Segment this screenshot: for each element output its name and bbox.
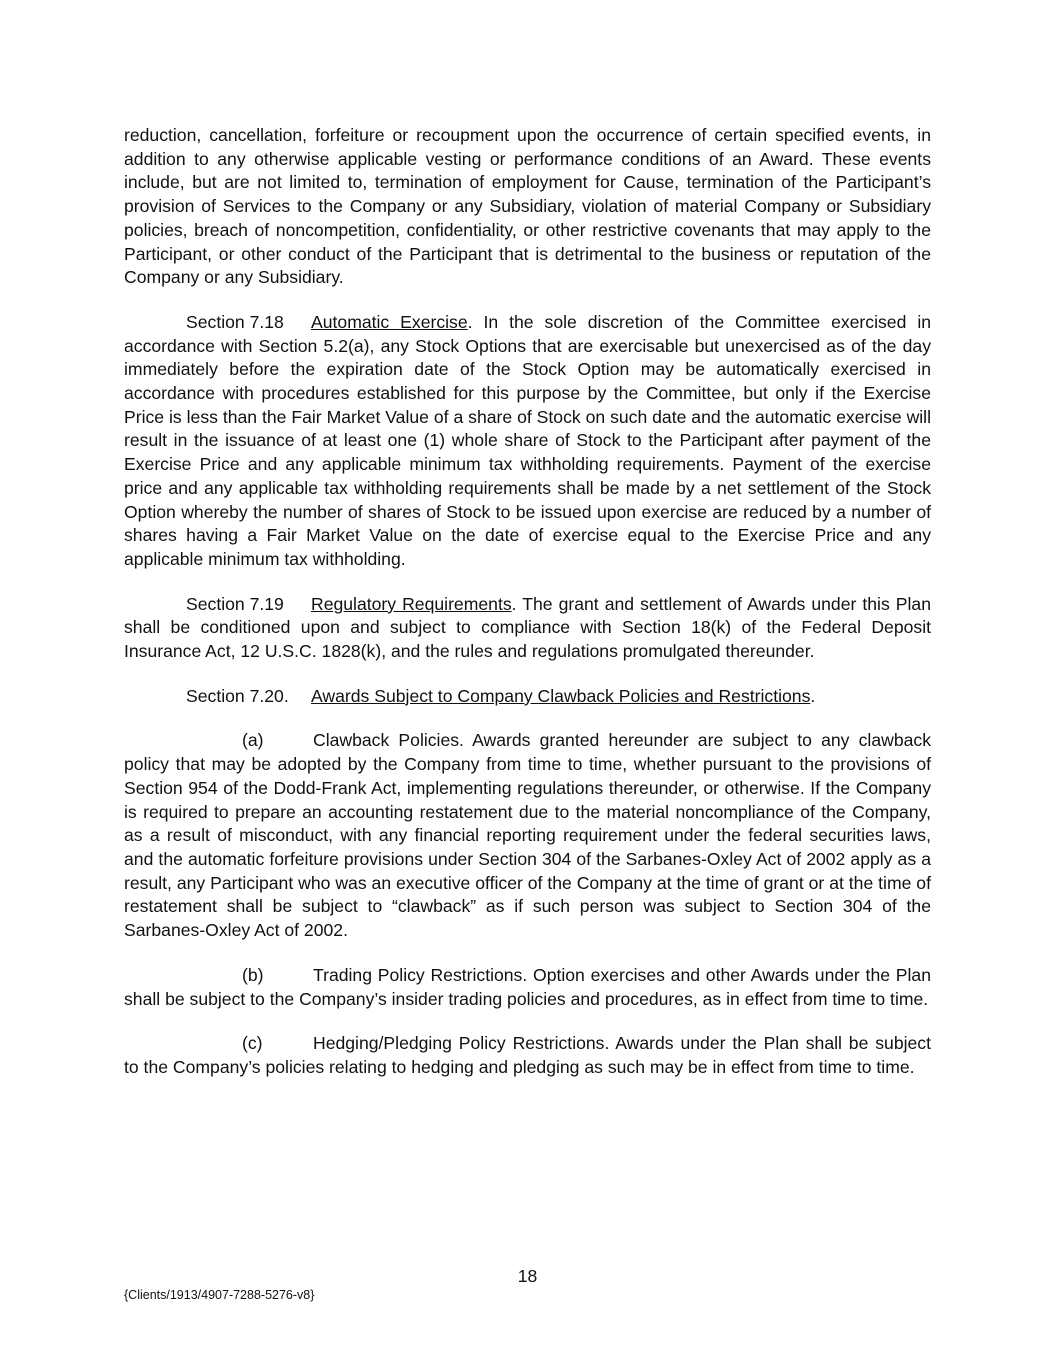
section-7-19-number: Section 7.19	[186, 593, 284, 614]
section-7-19-paragraph	[124, 593, 931, 664]
section-7-19-title: Regulatory Requirements	[311, 593, 512, 614]
section-7-18-title: Automatic Exercise	[311, 311, 468, 332]
section-7-20-heading	[124, 685, 931, 709]
section-7-18-paragraph	[124, 311, 931, 572]
document-id: {Clients/1913/4907-7288-5276-v8}	[124, 1288, 315, 1302]
subsection-b-paragraph	[124, 964, 931, 1011]
subsection-c-body: Hedging/Pledging Policy Restrictions. Awards under the Plan shall be subject to the Company’s policies relating to hedging and pledging as such may be in effect from time to time.	[124, 1033, 931, 1077]
section-7-18-body: . In the sole discretion of the Committee exercised in accordance with Section 5.2(a), any Stock Options that are exercisable but unexercised as of the day immediately before the expiration date of the Stock Option may be automatically exercised in accordance with procedures established for this purpose by the Committee, but only if the Exercise Price is less than the Fair Market Value of a share of Stock on such date and the automatic exercise will result in the issuance of at least one (1) whole share of Stock to the Participant after payment of the Exercise Price and any applicable minimum tax withholding requirements. Payment of the exercise price and any applicable tax withholding requirements shall be made by a net settlement of the Stock Option whereby the number of shares of Stock to be issued upon exercise are reduced by a number of shares having a Fair Market Value on the date of exercise equal to the Exercise Price and any applicable minimum tax withholding.	[124, 311, 932, 569]
subsection-b-letter: (b)	[242, 964, 264, 985]
intro-paragraph: reduction, cancellation, forfeiture or recoupment upon the occurrence of certain specified events, in addition to any otherwise applicable vesting or performance conditions of an Award. These events include, but are not limited to, termination of employment for Cause, termination of the Participant’s provision of Services to the Company or any Subsidiary, violation of material Company or Subsidiary policies, breach of noncompetition, confidentiality, or other restrictive covenants that may apply to the Participant, or other conduct of the Participant that is detrimental to the business or reputation of the Company or any Subsidiary.	[124, 125, 931, 288]
subsection-a-paragraph	[124, 729, 931, 942]
subsection-b-body: Trading Policy Restrictions. Option exercises and other Awards under the Plan shall be subject to the Company’s insider trading policies and procedures, as in effect from time to time.	[124, 964, 931, 1009]
subsection-a-letter: (a)	[242, 730, 264, 751]
section-7-20-number: Section 7.20.	[186, 685, 289, 706]
section-7-18-number: Section 7.18	[186, 311, 284, 332]
subsection-c-paragraph	[124, 1032, 931, 1079]
subsection-c-letter: (c)	[242, 1033, 263, 1054]
section-7-20-title: Awards Subject to Company Clawback Policies and Restrictions	[311, 685, 811, 706]
section-7-20-period: .	[810, 685, 816, 706]
document-body	[124, 124, 931, 1080]
page-number: 18	[517, 1266, 538, 1286]
section-7-19-body: . The grant and settlement of Awards under this Plan shall be conditioned upon and subject to compliance with Section 18(k) of the Federal Deposit Insurance Act, 12 U.S.C. 1828(k), and the rules and regulations promulgated thereunder.	[124, 593, 932, 662]
subsection-a-body: Clawback Policies. Awards granted hereunder are subject to any clawback policy that may be adopted by the Company from time to time, whether pursuant to the provisions of Section 954 of the Dodd-Frank Act, implementing regulations thereunder, or otherwise. If the Company is required to prepare an accounting restatement due to the material noncompliance of the Company, as a result of misconduct, with any financial reporting requirement under the federal securities laws, and the automatic forfeiture provisions under Section 304 of the Sarbanes-Oxley Act of 2002 apply as a result, any Participant who was an executive officer of the Company at the time of grant or at the time of restatement shall be subject to “clawback” as if such person was subject to Section 304 of the Sarbanes-Oxley Act of 2002.	[124, 730, 931, 941]
